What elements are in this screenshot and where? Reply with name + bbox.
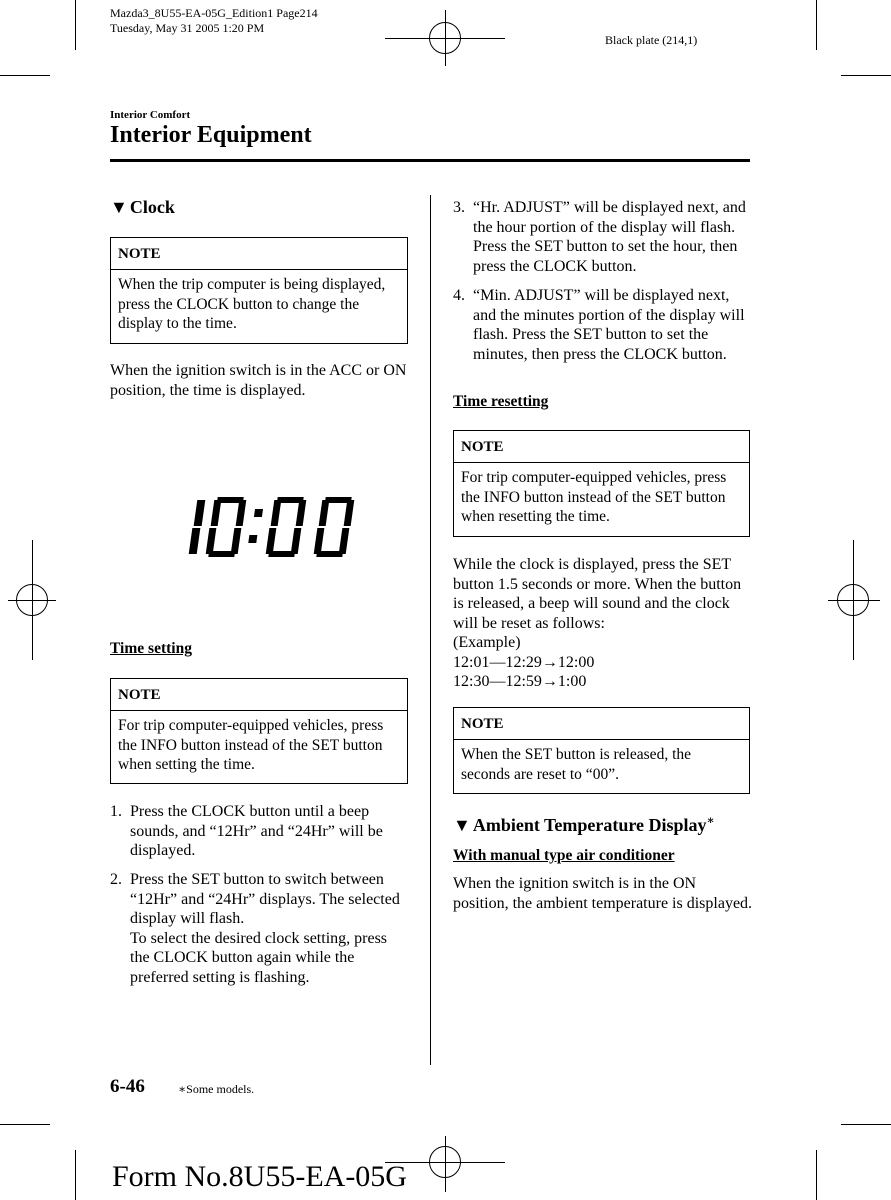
- crop-mark: [75, 1150, 76, 1200]
- form-number: Form No.8U55-EA-05G: [112, 1160, 407, 1193]
- example-label: (Example): [453, 634, 521, 651]
- note-body: When the SET button is released, the seconds are reset to “00”.: [461, 746, 692, 783]
- crop-mark: [0, 1124, 50, 1125]
- step-1: [110, 802, 410, 861]
- clock-display-illustration: [180, 495, 370, 559]
- note-box-time-setting: [110, 678, 408, 784]
- time-resetting-heading: Time resetting: [453, 393, 549, 410]
- print-header: [110, 6, 318, 36]
- step-text: Press the CLOCK button until a beep sounds, and “12Hr” and “24Hr” will be displayed.: [130, 803, 383, 859]
- step-number: 4.: [453, 287, 465, 304]
- ambient-heading-text: Ambient Temperature Display: [472, 815, 707, 835]
- page-title: Interior Equipment: [110, 122, 312, 148]
- note-box-time-resetting: [453, 430, 750, 537]
- step-number: 2.: [110, 871, 122, 888]
- ambient-description: When the ignition switch is in the ON position, the ambient temperature is displayed.: [453, 875, 753, 912]
- crop-mark: [0, 75, 50, 76]
- section-label: Interior Comfort: [110, 109, 191, 121]
- footnote: [178, 1082, 254, 1097]
- note-box-clock: [110, 237, 408, 344]
- note-body: When the trip computer is being displayed, press the CLOCK button to change the display to the time.: [118, 276, 386, 332]
- manual-ac-heading: With manual type air conditioner: [453, 847, 675, 864]
- step-number: 3.: [453, 199, 465, 216]
- time-setting-heading: Time setting: [110, 640, 192, 657]
- crop-mark: [841, 1124, 891, 1125]
- footnote-text: Some models.: [186, 1082, 255, 1096]
- asterisk-mark: ∗: [706, 813, 715, 827]
- clock-heading: [110, 197, 175, 218]
- page-number: 6-46: [110, 1076, 145, 1097]
- note-box-seconds: [453, 707, 750, 794]
- print-header-file: Mazda3_8U55-EA-05G_Edition1 Page214: [110, 6, 318, 20]
- footnote-mark: ∗: [178, 1082, 187, 1096]
- step-3: [453, 198, 753, 276]
- reset-description: [453, 555, 753, 692]
- note-heading: NOTE: [111, 238, 407, 270]
- step-text: Press the SET button to switch between “12Hr” and “24Hr” displays. The selected display will flash.: [130, 871, 400, 927]
- crop-mark: [816, 1150, 817, 1200]
- crop-mark: [816, 0, 817, 50]
- note-heading: NOTE: [454, 708, 749, 740]
- step-text: “Hr. ADJUST” will be displayed next, and the hour portion of the display will flash. Press the SET button to set the hour, then press the CLOCK button.: [473, 199, 746, 275]
- print-header-date: Tuesday, May 31 2005 1:20 PM: [110, 21, 265, 35]
- clock-heading-text: Clock: [129, 197, 175, 217]
- example-line-2: 12:30―12:59→1:00: [453, 673, 587, 690]
- clock-description: When the ignition switch is in the ACC or ON position, the time is displayed.: [110, 362, 407, 399]
- ambient-heading: [453, 813, 715, 836]
- note-body: For trip computer-equipped vehicles, press the INFO button instead of the SET button when setting the time.: [118, 717, 384, 773]
- crop-mark: [841, 75, 891, 76]
- title-rule: [110, 159, 750, 162]
- step-text-extra: To select the desired clock setting, press the CLOCK button again while the preferred setting is flashing.: [130, 929, 388, 986]
- step-text: “Min. ADJUST” will be displayed next, and the minutes portion of the display will flash. Press the SET button to set the minutes, then press the CLOCK button.: [473, 287, 745, 363]
- step-2: [110, 870, 410, 987]
- note-heading: NOTE: [454, 431, 749, 463]
- crop-mark: [75, 0, 76, 50]
- plate-label: Black plate (214,1): [605, 33, 698, 47]
- step-number: 1.: [110, 803, 122, 820]
- column-divider: [430, 195, 431, 1065]
- reset-text: While the clock is displayed, press the SET button 1.5 seconds or more. When the button is released, a beep will sound and the clock will be reset as follows:: [453, 556, 742, 632]
- clock-digits: [180, 495, 370, 559]
- note-heading: NOTE: [111, 679, 407, 711]
- example-line-1: 12:01―12:29→12:00: [453, 653, 595, 671]
- step-4: [453, 286, 753, 364]
- triangle-bullet-icon: ▼: [453, 815, 471, 835]
- note-body: For trip computer-equipped vehicles, press the INFO button instead of the SET button when resetting the time.: [461, 469, 727, 525]
- triangle-bullet-icon: ▼: [110, 197, 128, 217]
